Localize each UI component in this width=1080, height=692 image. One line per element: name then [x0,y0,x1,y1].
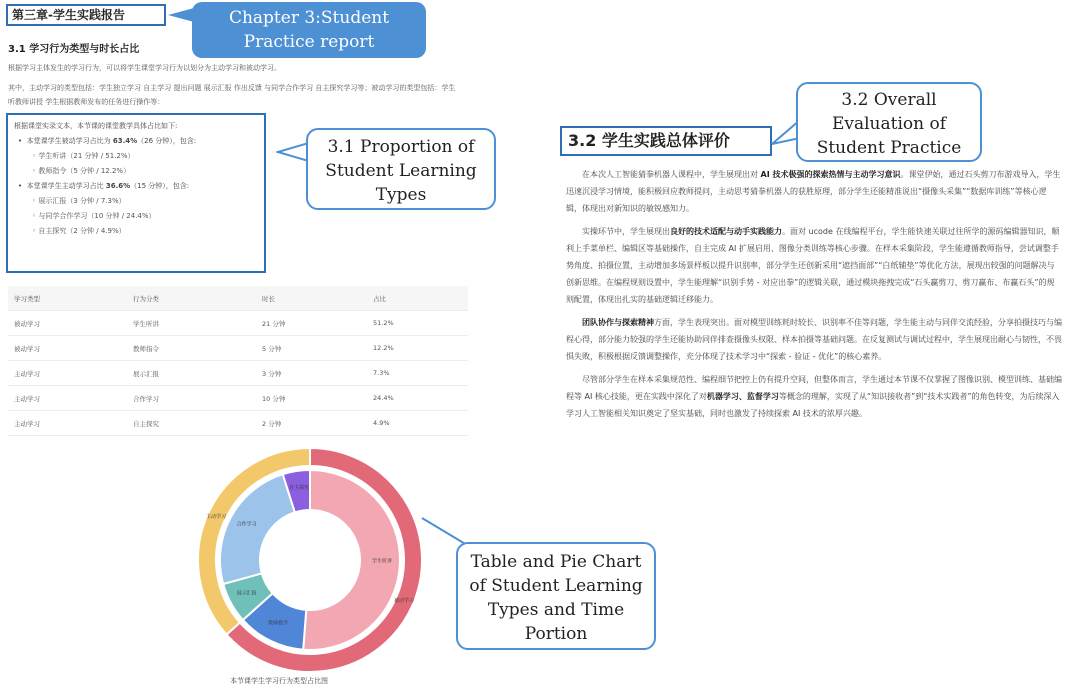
chapter-callout-line-2: Practice report [243,32,375,52]
learning-type-summary-box [6,113,266,273]
chart-callout-line-4: Portion [524,624,588,644]
paragraph [566,223,1062,308]
table-cell: 5 分钟 [256,336,367,361]
table-cell: 10 分钟 [256,386,367,411]
active-pct: 36.6% [105,182,131,190]
learning-type-table [8,286,468,436]
chapter-callout [192,2,426,58]
passive-post: （26 分钟），包含: [137,137,197,145]
active-item: ◦ 展示汇报（3 分钟 / 7.3%） [32,197,126,205]
table-cell: 主动学习 [8,386,127,411]
table-cell: 主动学习 [8,411,127,436]
passive-item-label: 教师指令（5 分钟 / 12.2%） [38,167,131,175]
section-3-1-intro-2b: 听教师讲授 学生根据教师发布的任务进行操作等： [8,98,165,106]
chart-callout-line-1: Table and Pie Chart [470,552,642,572]
table-cell: 展示汇报 [127,361,256,386]
active-item-label: 展示汇报（3 分钟 / 7.3%） [38,197,126,205]
callout-3-1-line-3: Types [375,185,427,205]
outer-ring-slice-label: 被动学习 [393,598,415,605]
paragraph-text: 。面对 ucode 在线编程平台，学生能快速关联过往所学的源码编辑器知识，顺利上手菜单栏、编辑区等基础操作，自主完成 AI 扩展启用、图像分类训练等核心步骤。在样本采集阶段，学生能遵循教师指导，尝试调整手势角度、拍摄位置，主动增加多场景样板以提升识别率，部分学生还创新采用“遮挡面部”“白纸辅垫”等优化方法，展现出较强的问题解决与创新思维。在编程规则设置中，学生能理解“识别手势 - 对应出拳”的逻辑关联，通过模块拖拽完成“石头赢剪刀、剪刀赢布、布赢石头”的规则配置，体现出扎实的基础逻辑迁移能力。 [566,227,1060,304]
outer-ring-slice-label: 主动学习 [205,513,227,520]
chapter-callout-line-1: Chapter 3:Student [228,8,390,28]
active-post: （15 分钟），包含: [130,182,190,190]
table-cell: 合作学习 [127,386,256,411]
active-item: ◦ 自主探究（2 分钟 / 4.9%） [32,227,126,235]
passive-item: ◦ 学生听讲（21 分钟 / 51.2%） [32,152,135,160]
inner-ring-slice-label: 学生听讲 [371,558,392,565]
inner-ring-slice-label: 自主探究 [288,484,309,491]
table-header-cell: 行为分类 [127,286,256,311]
table-cell: 被动学习 [8,336,127,361]
learning-type-pie-chart [190,440,430,680]
table-cell: 2 分钟 [256,411,367,436]
section-3-2-heading: 3.2 学生实践总体评价 [560,126,772,156]
table-header-cell: 时长 [256,286,367,311]
section-3-1-intro-1: 根据学习主体发生的学习行为，可以将学生课堂学习行为以划分为主动学习和被动学习。 [8,64,281,72]
table-cell: 51.2% [367,311,468,336]
paragraph-text: 尽管部分学生在样本采集规范性、编程细节把控上仍有提升空间，但整体而言，学生通过本节课不仅掌握了图像识别、模型训练、基础编程等 AI 核心技能，更在实践中深化了对 [566,375,1062,401]
table-cell: 21 分钟 [256,311,367,336]
paragraph-text: 等概念的理解，实现了从“知识接收者”到“技术实践者”的角色转变，为后续深入学习人工智能相关知识奠定了坚实基础，同时也激发了持续探索 AI 技术的浓厚兴趣。 [566,392,1060,418]
callout-3-1 [306,128,496,210]
table-row [8,361,468,386]
callout-3-2-line-2: Evaluation of [831,114,947,134]
table-cell: 4.9% [367,411,468,436]
table-cell: 12.2% [367,336,468,361]
table-cell: 自主探究 [127,411,256,436]
section-3-1-intro-2a: 其中，主动学习的类型包括：学生独立学习 自主学习 提出问题 展示汇报 作出反馈 与同学合作学习 自主探究学习等；被动学习的类型包括：学生 [8,84,456,92]
table-cell: 教师指令 [127,336,256,361]
active-summary: • 本堂课学生主动学习占比 36.6%（15 分钟），包含: [18,182,190,190]
callout-3-2-line-1: 3.2 Overall [841,90,937,110]
passive-item: ◦ 教师指令（5 分钟 / 12.2%） [32,167,131,175]
passive-pct: 63.4% [112,137,138,145]
active-item-label: 与同学合作学习（10 分钟 / 24.4%） [38,212,156,220]
active-item: ◦ 与同学合作学习（10 分钟 / 24.4%） [32,212,156,220]
paragraph [566,371,1062,422]
passive-item-label: 学生听讲（21 分钟 / 51.2%） [38,152,135,160]
callout-3-2 [796,82,982,162]
chart-callout-line-3: Types and Time [487,600,625,620]
table-header-cell: 占比 [367,286,468,311]
table-row [8,311,468,336]
passive-pre: 本堂课学生被动学习占比为 [26,137,113,145]
paragraph-emphasis: 良好的技术适配与动手实践能力 [670,227,782,236]
chart-callout [456,542,656,650]
callout-3-1-line-2: Student Learning [325,161,477,181]
paragraph-text: 。课堂伊始，通过石头剪刀布游戏导入，学生迅速沉浸学习情境，能积极回应教师提问，主动思考猜拳机器人的获胜原理，部分学生还能精准说出“摄像头采集”“数据库训练”等核心逻辑，体现出对新知识的敏锐感知力。 [566,170,1061,213]
table-row [8,336,468,361]
paragraph-text: 实操环节中，学生展现出 [582,227,670,236]
chart-callout-line-2: of Student Learning [469,576,643,596]
paragraph-emphasis: AI 技术极强的探索热情与主动学习意识 [760,170,901,179]
table-cell: 主动学习 [8,361,127,386]
paragraph-text: 在本次人工智能猜拳机器人课程中，学生展现出对 [582,170,761,179]
paragraph-emphasis: 机器学习、监督学习 [706,392,779,401]
chapter-callout-tail [168,8,194,22]
chapter-title: 第三章-学生实践报告 [6,4,166,26]
table-cell: 24.4% [367,386,468,411]
paragraph [566,314,1062,365]
table-cell: 被动学习 [8,311,127,336]
table-header-row [8,286,468,311]
section-3-2-body [566,166,1062,428]
table-cell: 7.3% [367,361,468,386]
paragraph [566,166,1062,217]
callout-3-1-line-1: 3.1 Proportion of [327,137,475,157]
callout-3-2-line-3: Student Practice [816,138,962,158]
passive-summary: • 本堂课学生被动学习占比为 63.4%（26 分钟），包含: [18,137,197,145]
table-header-cell: 学习类型 [8,286,127,311]
table-cell: 学生听讲 [127,311,256,336]
paragraph-emphasis: 团队协作与探索精神 [582,318,654,327]
section-3-1-heading: 3.1 学习行为类型与时长占比 [8,44,140,55]
table-row [8,411,468,436]
active-pre: 本堂课学生主动学习占比 [26,182,106,190]
pie-chart-title: 本节课学生学习行为类型占比图 [230,677,328,685]
inner-ring-slice-label: 展示汇报 [236,590,257,597]
active-item-label: 自主探究（2 分钟 / 4.9%） [38,227,126,235]
summary-lead: 根据课堂实录文本，本节课的课堂教学具体占比如下: [14,122,178,130]
inner-ring-slice-label: 合作学习 [236,521,257,528]
paragraph-text: 方面，学生表现突出。面对模型训练耗时较长、识别率不佳等问题，学生能主动与同伴交流经验，分享拍摄技巧与编程心得，部分能力较强的学生还能协助同伴排查摄像头权限、样本拍摄等基础问题。在反复测试与调试过程中，学生展现出耐心与韧性，不畏惧失败，积极根据反馈调整操作，充分体现了技术学习中“探索 - 验证 - 优化”的核心素养。 [566,318,1062,361]
inner-ring-slice-label: 教师指令 [268,620,289,627]
table-cell: 3 分钟 [256,361,367,386]
table-row [8,386,468,411]
